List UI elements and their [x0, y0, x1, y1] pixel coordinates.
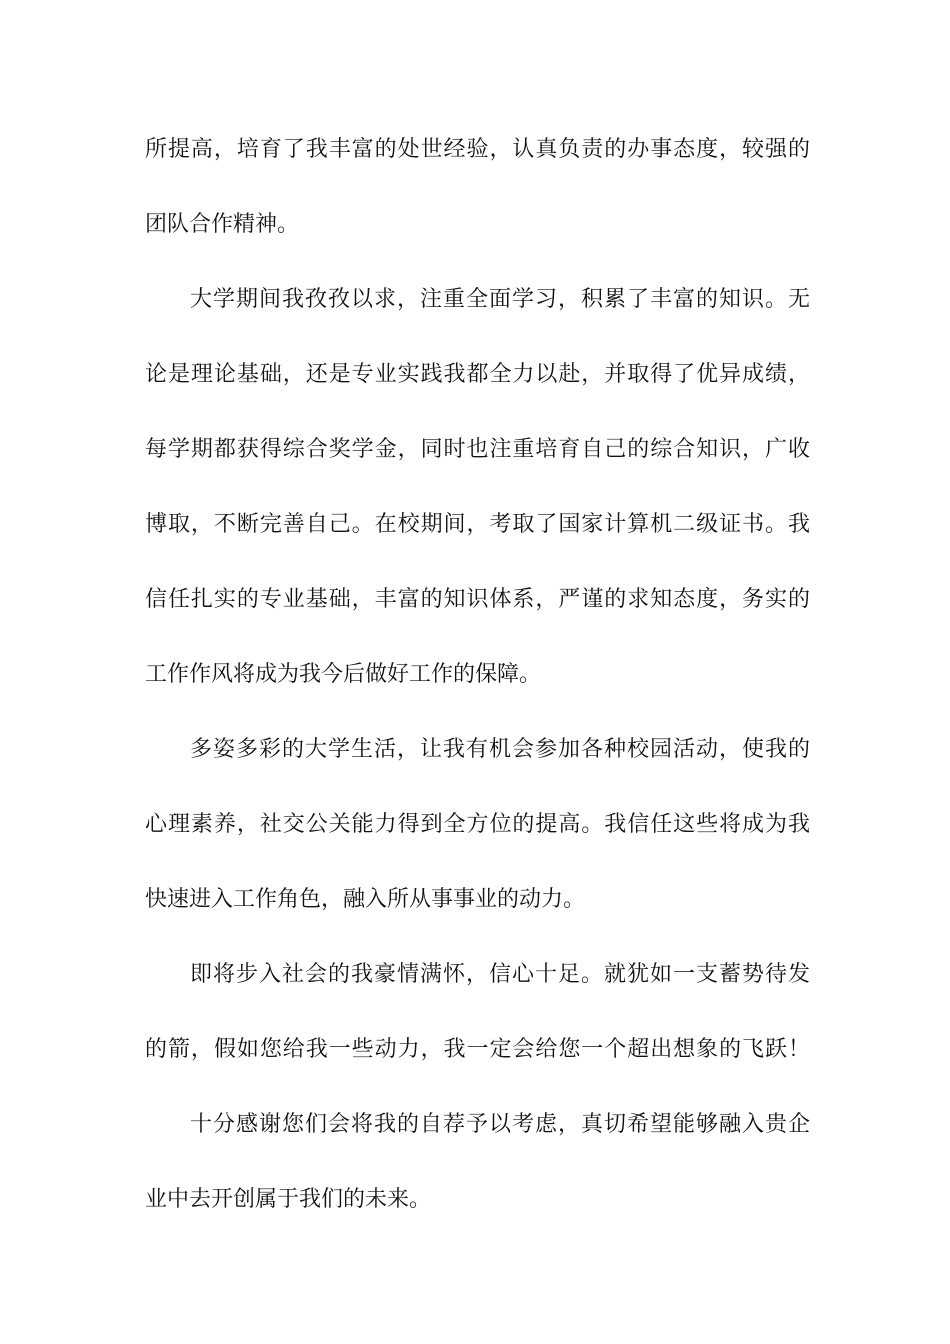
text-line: 博取，不断完善自己。在校期间，考取了国家计算机二级证书。我 — [145, 512, 810, 537]
text-line: 快速进入工作角色，融入所从事事业的动力。 — [145, 887, 586, 912]
text-line: 十分感谢您们会将我的自荐予以考虑，真切希望能够融入贵企 — [190, 1112, 810, 1137]
text-line: 工作作风将成为我今后做好工作的保障。 — [145, 662, 542, 687]
text-line: 心理素养，社交公关能力得到全方位的提高。我信任这些将成为我 — [145, 812, 810, 837]
text-line: 信任扎实的专业基础，丰富的知识体系，严谨的求知态度，务实的 — [145, 587, 810, 612]
text-line: 的箭，假如您给我一些动力，我一定会给您一个超出想象的飞跃！ — [145, 1037, 810, 1062]
text-line: 业中去开创属于我们的未来。 — [145, 1187, 432, 1212]
text-line: 论是理论基础，还是专业实践我都全力以赴，并取得了优异成绩， — [145, 362, 810, 387]
text-line: 所提高，培育了我丰富的处世经验，认真负责的办事态度，较强的 — [145, 137, 810, 162]
text-line: 团队合作精神。 — [145, 212, 300, 237]
text-line: 多姿多彩的大学生活，让我有机会参加各种校园活动，使我的 — [190, 737, 810, 762]
text-line: 大学期间我孜孜以求，注重全面学习，积累了丰富的知识。无 — [190, 287, 810, 312]
text-line: 每学期都获得综合奖学金，同时也注重培育自己的综合知识，广收 — [145, 437, 810, 462]
text-line: 即将步入社会的我豪情满怀，信心十足。就犹如一支蓄势待发 — [190, 962, 810, 987]
